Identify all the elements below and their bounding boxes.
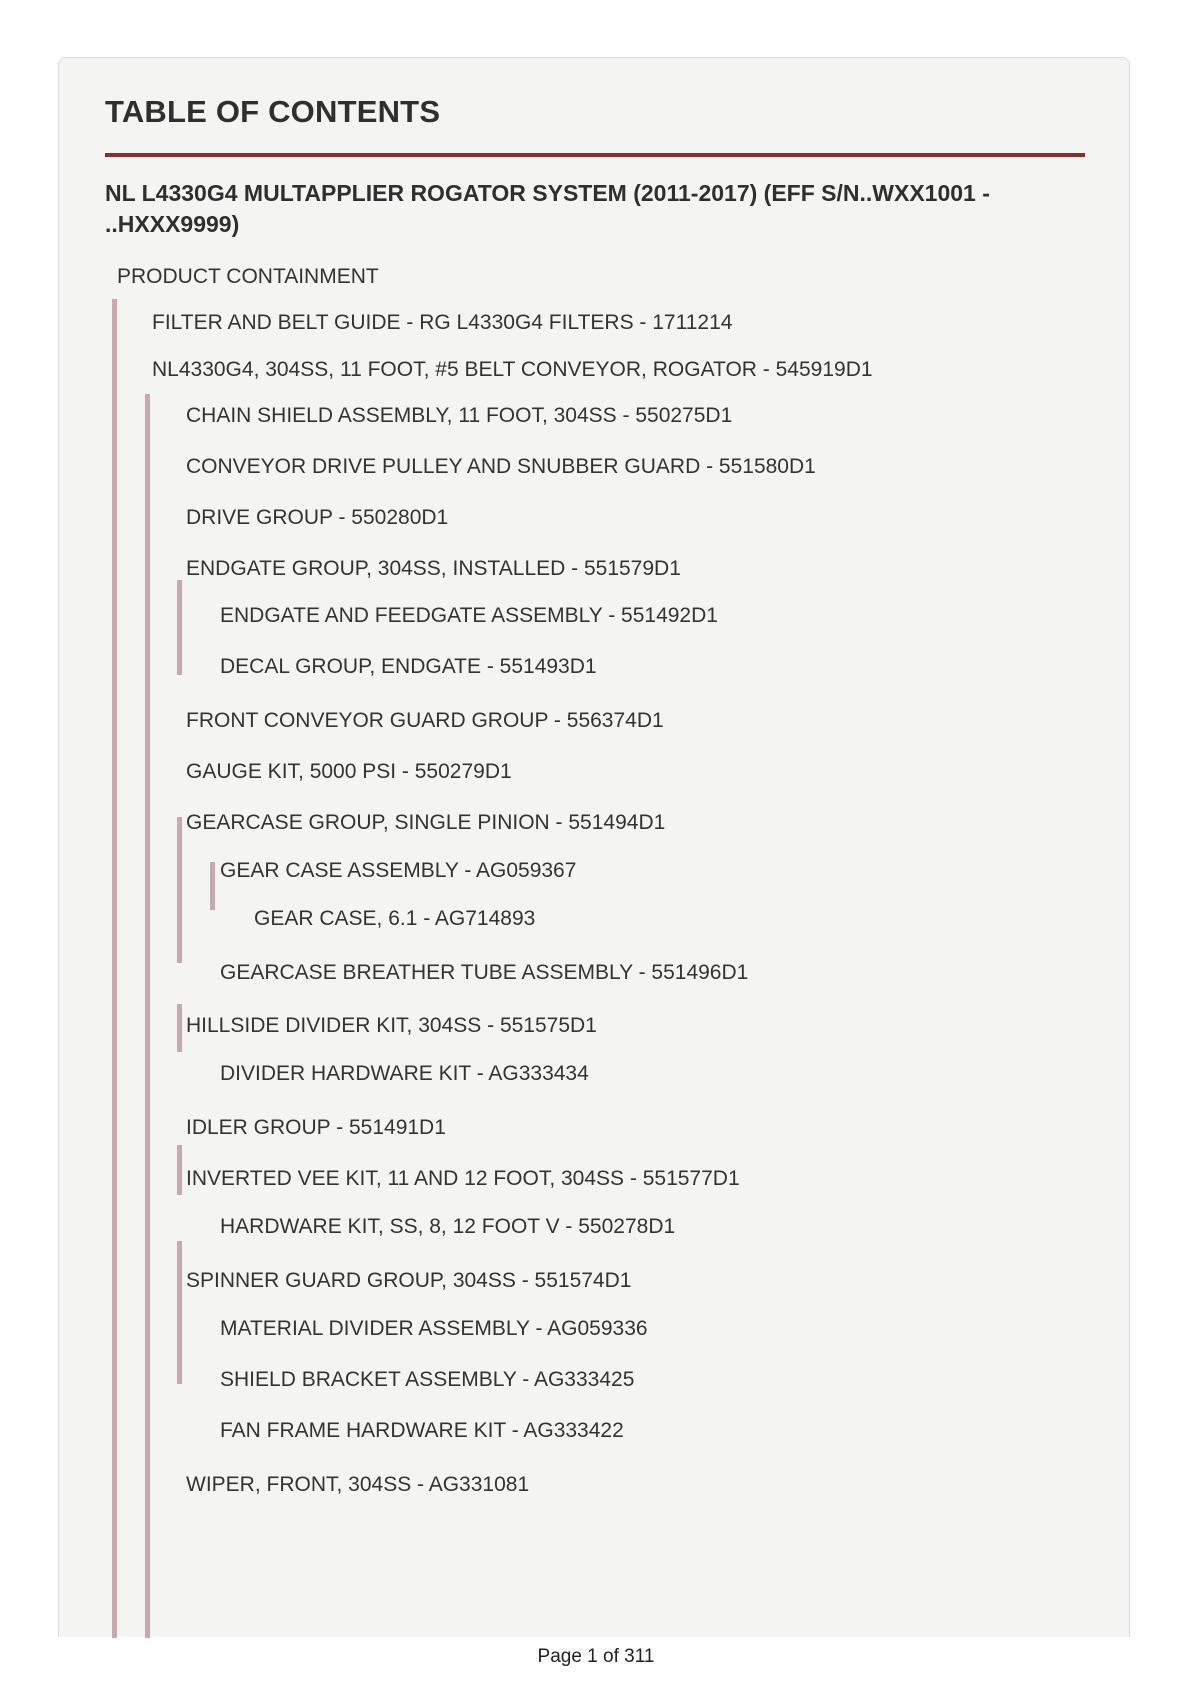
toc-entry-drive-pulley-guard[interactable]: CONVEYOR DRIVE PULLEY AND SNUBBER GUARD - 551580D1	[186, 455, 816, 478]
toc-entry-chain-shield[interactable]: CHAIN SHIELD ASSEMBLY, 11 FOOT, 304SS - 550275D1	[186, 404, 733, 427]
toc-entry-decal-endgate[interactable]: DECAL GROUP, ENDGATE - 551493D1	[220, 655, 597, 678]
product-heading: NL L4330G4 MULTAPPLIER ROGATOR SYSTEM (2011-2017) (EFF S/N..WXX1001 - ..HXXX9999)	[105, 180, 990, 237]
toc-entry-front-conveyor-guard[interactable]: FRONT CONVEYOR GUARD GROUP - 556374D1	[186, 709, 664, 732]
tree-line-endgate	[177, 580, 182, 675]
toc-entry-idler-group[interactable]: IDLER GROUP - 551491D1	[186, 1116, 446, 1139]
toc-entry-endgate-feedgate[interactable]: ENDGATE AND FEEDGATE ASSEMBLY - 551492D1	[220, 604, 718, 627]
tree-line-inverted-vee	[177, 1145, 182, 1195]
toc-entry-shield-bracket[interactable]: SHIELD BRACKET ASSEMBLY - AG333425	[220, 1368, 635, 1391]
toc-entry-endgate-group[interactable]: ENDGATE GROUP, 304SS, INSTALLED - 551579D1	[186, 557, 681, 580]
toc-panel	[58, 57, 1130, 1637]
toc-entry-inverted-vee[interactable]: INVERTED VEE KIT, 11 AND 12 FOOT, 304SS - 551577D1	[186, 1167, 740, 1190]
toc-entry-hillside-divider[interactable]: HILLSIDE DIVIDER KIT, 304SS - 551575D1	[186, 1014, 597, 1037]
tree-line-gear-case-assembly	[210, 862, 215, 910]
page-title: TABLE OF CONTENTS	[105, 94, 441, 129]
tree-line-spinner-guard	[177, 1241, 182, 1384]
toc-entry-divider-hardware[interactable]: DIVIDER HARDWARE KIT - AG333434	[220, 1062, 589, 1085]
tree-line-level-2	[145, 394, 150, 1638]
page-number: Page 1 of 311	[537, 1646, 655, 1667]
toc-entry-gear-case[interactable]: GEAR CASE, 6.1 - AG714893	[254, 907, 536, 930]
toc-entry-fan-frame-hardware[interactable]: FAN FRAME HARDWARE KIT - AG333422	[220, 1419, 624, 1442]
toc-entry-wiper-front[interactable]: WIPER, FRONT, 304SS - AG331081	[186, 1473, 530, 1496]
toc-entry-drive-group[interactable]: DRIVE GROUP - 550280D1	[186, 506, 449, 529]
toc-entry-product-containment[interactable]: PRODUCT CONTAINMENT	[117, 265, 379, 288]
toc-entry-gauge-kit[interactable]: GAUGE KIT, 5000 PSI - 550279D1	[186, 760, 512, 783]
toc-entry-breather-tube[interactable]: GEARCASE BREATHER TUBE ASSEMBLY - 551496D1	[220, 961, 749, 984]
tree-line-hillside-divider	[177, 1004, 182, 1052]
toc-entry-filter-belt-guide[interactable]: FILTER AND BELT GUIDE - RG L4330G4 FILTERS - 1711214	[152, 311, 733, 334]
tree-line-level-1	[112, 299, 117, 1638]
toc-entry-spinner-guard[interactable]: SPINNER GUARD GROUP, 304SS - 551574D1	[186, 1269, 632, 1292]
toc-entry-belt-conveyor[interactable]: NL4330G4, 304SS, 11 FOOT, #5 BELT CONVEYOR, ROGATOR - 545919D1	[152, 358, 873, 381]
title-divider	[105, 153, 1085, 157]
tree-line-gearcase	[177, 817, 182, 963]
toc-entry-gearcase-group[interactable]: GEARCASE GROUP, SINGLE PINION - 551494D1	[186, 811, 666, 834]
toc-entry-hardware-kit-v[interactable]: HARDWARE KIT, SS, 8, 12 FOOT V - 550278D1	[220, 1215, 676, 1238]
toc-entry-material-divider[interactable]: MATERIAL DIVIDER ASSEMBLY - AG059336	[220, 1317, 648, 1340]
toc-entry-gear-case-assembly[interactable]: GEAR CASE ASSEMBLY - AG059367	[220, 859, 577, 882]
